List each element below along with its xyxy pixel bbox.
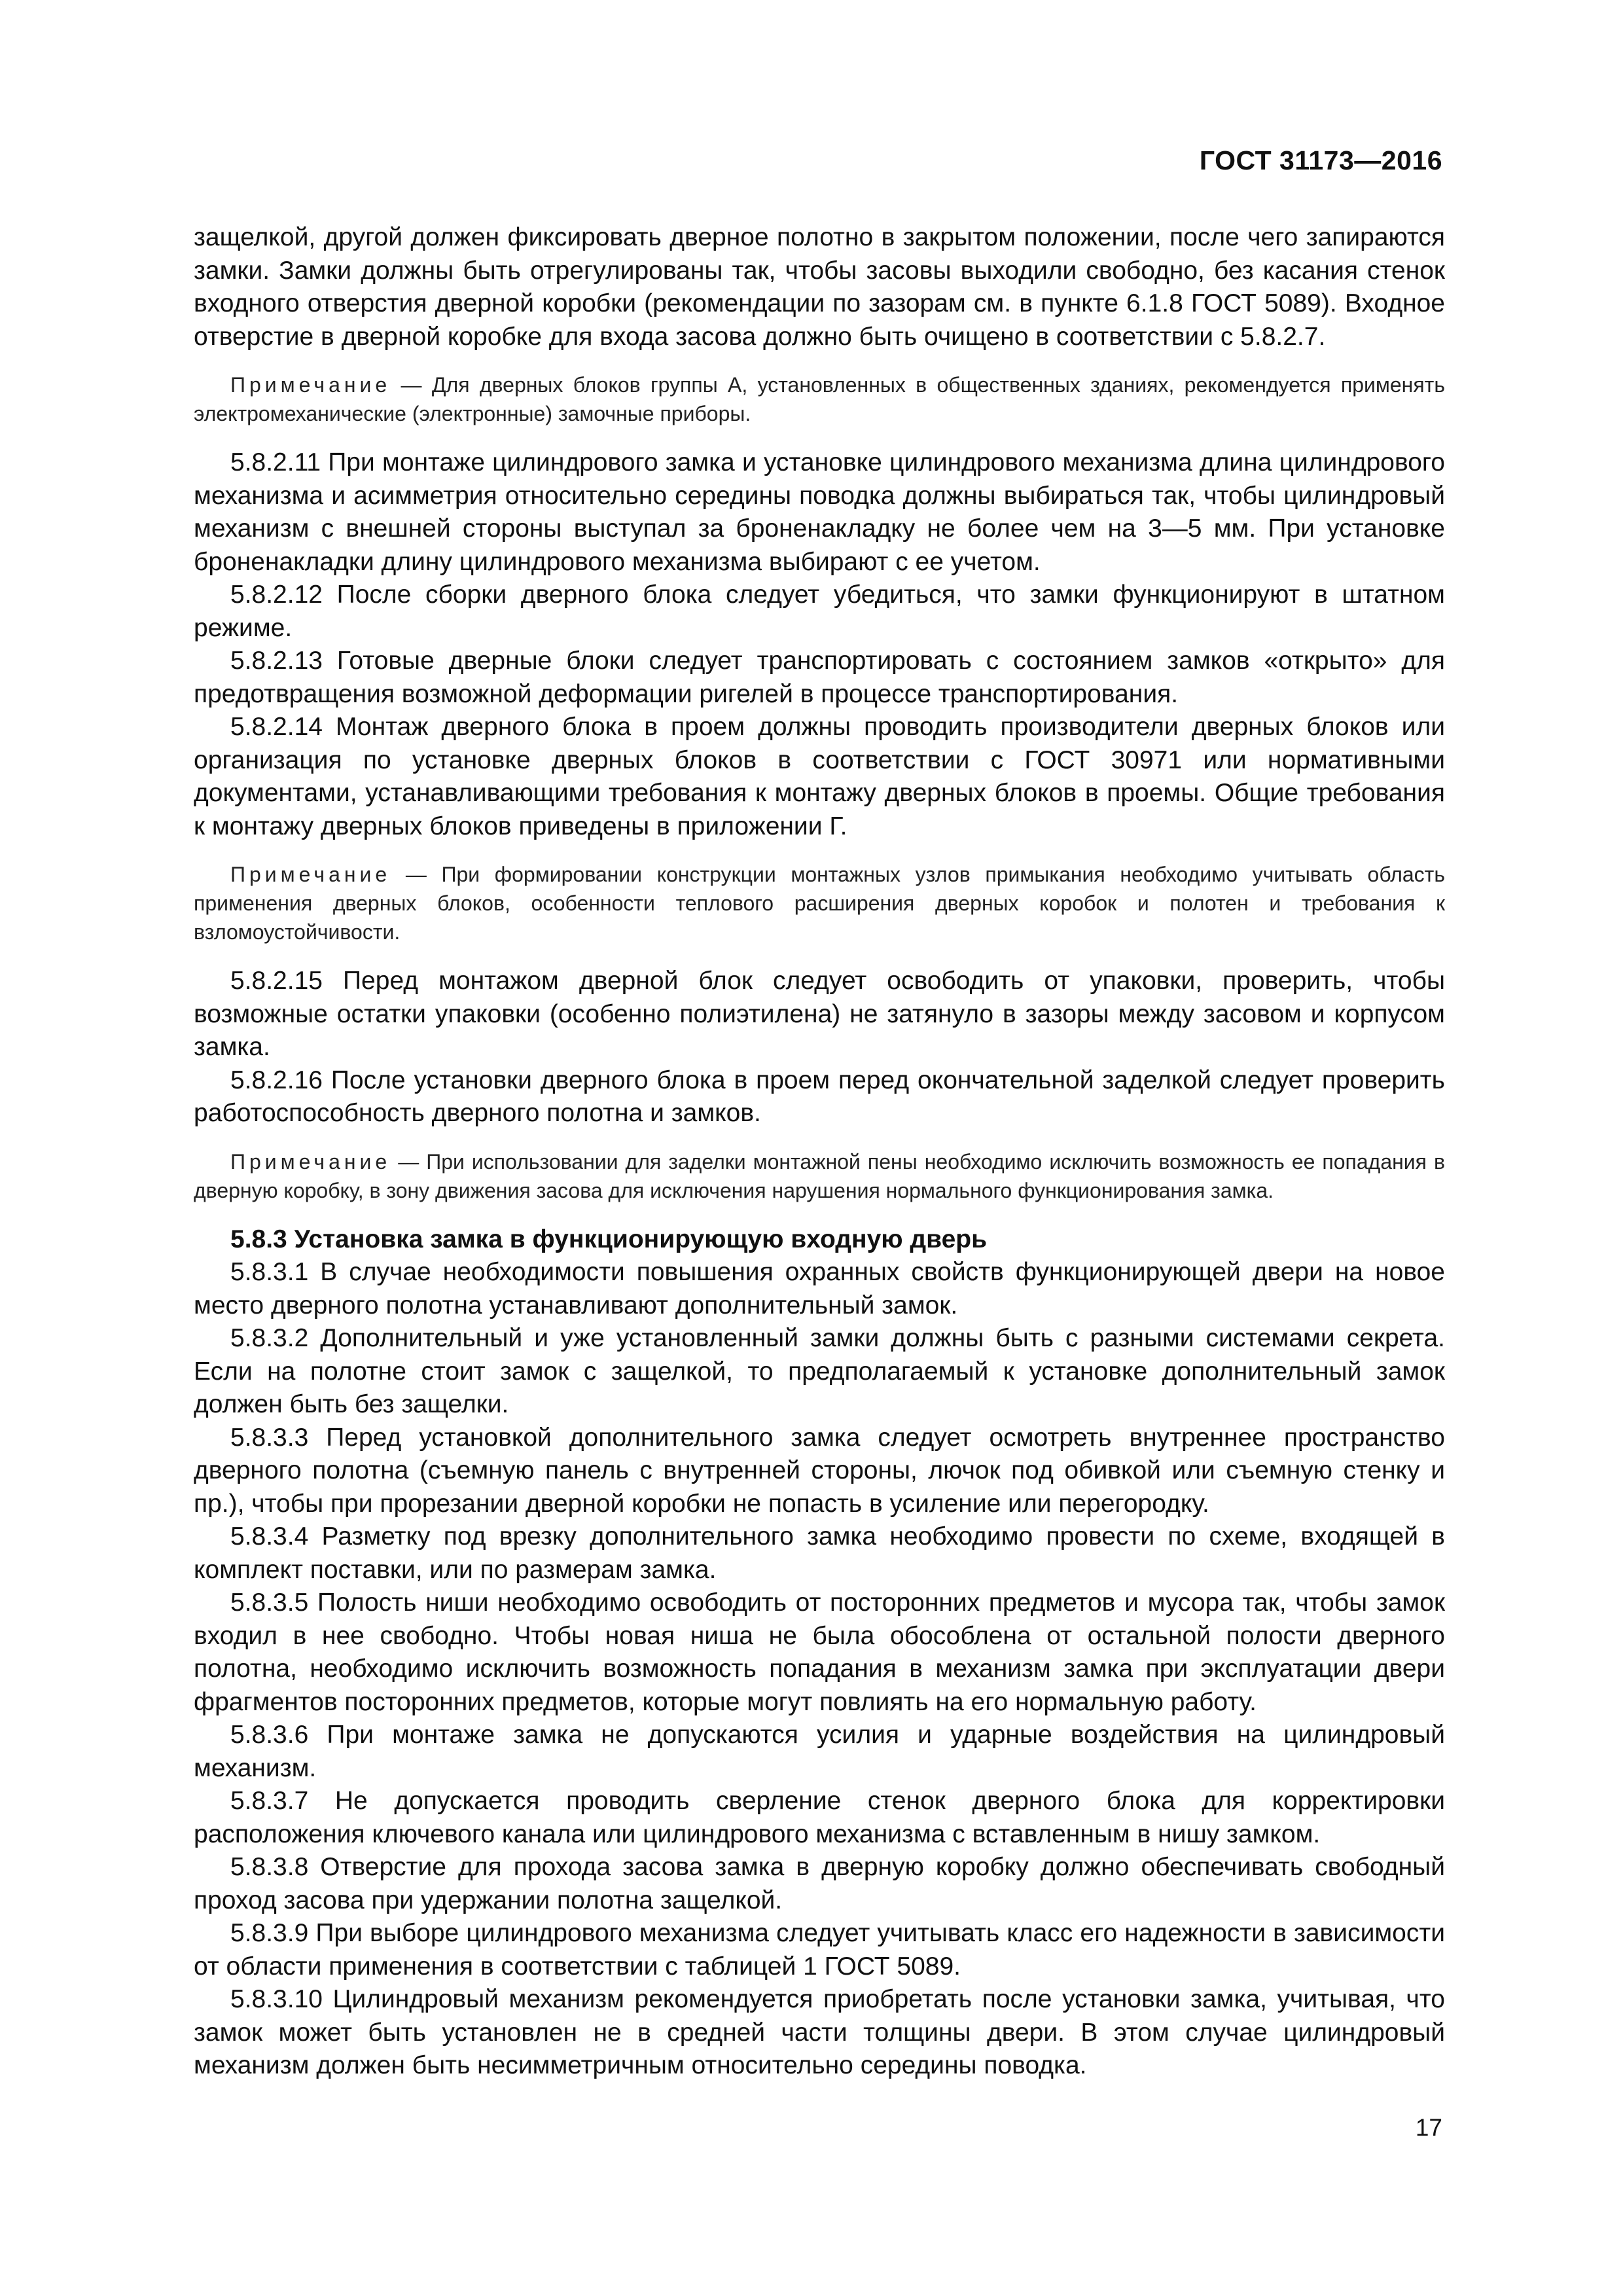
paragraph-5-8-3-3: 5.8.3.3 Перед установкой дополнительного замка следует осмотреть внутреннее пространство дверного полотна (съемную панель с внутренней стороны, лючок под обивкой или съемную стенку и пр.), чтобы при прорезании дверной коробки не попасть в усиление или перегородку.	[194, 1423, 1445, 1518]
note-label: Примечание	[230, 1149, 391, 1174]
paragraph-5-8-3-9: 5.8.3.9 При выборе цилиндрового механизма следует учитывать класс его надежности в зависимости от области применения в соответствии с таблицей 1 ГОСТ 5089.	[194, 1919, 1445, 1981]
paragraph-5-8-2-16: 5.8.2.16 После установки дверного блока в проем перед окончательной заделкой следует проверить работоспособность дверного полотна и замков.	[194, 1066, 1445, 1127]
paragraph-5-8-3-4: 5.8.3.4 Разметку под врезку дополнительного замка необходимо провести по схеме, входящей в комплект поставки, или по размерам замка.	[194, 1522, 1445, 1584]
paragraph-5-8-3-7: 5.8.3.7 Не допускается проводить сверление стенок дверного блока для корректировки расположения ключевого канала или цилиндрового механизма с вставленным в нишу замком.	[194, 1787, 1445, 1848]
note-electromechanical-locks	[194, 370, 1445, 428]
note-dash: —	[391, 863, 442, 886]
paragraph-5-8-3-6: 5.8.3.6 При монтаже замка не допускаются усилия и ударные воздействия на цилиндровый механизм.	[194, 1721, 1445, 1782]
note-mounting-foam	[194, 1147, 1445, 1205]
note-text: Для дверных блоков группы А, установленных в общественных зданиях, рекомендуется применять электромеханические (электронные) замочные приборы.	[194, 373, 1446, 425]
note-mounting-nodes	[194, 860, 1445, 946]
note-text: При использовании для заделки монтажной пены необходимо исключить возможность ее попадания в дверную коробку, в зону движения засова для исключения нарушения нормального функционирования замка.	[194, 1149, 1446, 1202]
paragraph-5-8-2-12: 5.8.2.12 После сборки дверного блока следует убедиться, что замки функционируют в штатном режиме.	[194, 581, 1445, 642]
paragraph-5-8-3-8: 5.8.3.8 Отверстие для прохода засова замка в дверную коробку должно обеспечивать свободный проход засова при удержании полотна защелкой.	[194, 1853, 1445, 1914]
paragraph-5-8-2-13: 5.8.2.13 Готовые дверные блоки следует транспортировать с состоянием замков «открыто» для предотвращения возможной деформации ригелей в процессе транспортирования.	[194, 647, 1445, 708]
note-label: Примечание	[230, 373, 391, 397]
note-dash: —	[391, 1149, 427, 1174]
paragraph-5-8-2-14: 5.8.2.14 Монтаж дверного блока в проем должны проводить производители дверных блоков или организация по установке дверных блоков в соответствии с ГОСТ 30971 или нормативными документами, устанавливающими требования к монтажу дверных блоков в проемы. Общие требования к монтажу дверных блоков приведены в приложении Г.	[194, 713, 1445, 840]
note-label: Примечание	[230, 863, 391, 886]
note-dash: —	[391, 373, 432, 397]
paragraph-5-8-3-2: 5.8.3.2 Дополнительный и уже установленный замки должны быть с разными системами секрета. Если на полотне стоит замок с защелкой, то предполагаемый к установке дополнительный замок должен быть без защелки.	[194, 1324, 1445, 1418]
document-number-header: ГОСТ 31173—2016	[1199, 145, 1442, 175]
paragraph-5-8-2-11: 5.8.2.11 При монтаже цилиндрового замка и установке цилиндрового механизма длина цилиндрового механизма и асимметрия относительно середины поводка должны выбираться так, чтобы цилиндровый механизм с внешней стороны выступал за броненакладку не более чем на 3—5 мм. При установке броненакладки длину цилиндрового механизма выбирают с ее учетом.	[194, 448, 1445, 576]
paragraph-5-8-2-15: 5.8.2.15 Перед монтажом дверной блок следует освободить от упаковки, проверить, чтобы возможные остатки упаковки (особенно полиэтилена) не затянуло в зазоры между засовом и корпусом замка.	[194, 967, 1445, 1061]
paragraph-5-8-3-10: 5.8.3.10 Цилиндровый механизм рекомендуется приобретать после установки замка, учитывая, что замок может быть установлен не в средней части толщины двери. В этом случае цилиндровый механизм должен быть несимметричным относительно середины поводка.	[194, 1985, 1445, 2079]
section-heading-5-8-3: 5.8.3 Установка замка в функционирующую входную дверь	[230, 1225, 988, 1253]
paragraph-5-8-3-1: 5.8.3.1 В случае необходимости повышения охранных свойств функционирующей двери на новое место дверного полотна устанавливают дополнительный замок.	[194, 1258, 1445, 1319]
page-number: 17	[1415, 2114, 1442, 2141]
note-text: При формировании конструкции монтажных узлов примыкания необходимо учитывать область применения дверных блоков, особенности теплового расширения дверных коробок и полотен и требования к взломоустойчивости.	[194, 863, 1446, 944]
paragraph-5-8-3-5: 5.8.3.5 Полость ниши необходимо освободить от посторонних предметов и мусора так, чтобы замок входил в нее свободно. Чтобы новая ниша не была обособлена от остальной полости дверного полотна, необходимо исключить возможность попадания в механизм замка при эксплуатации двери фрагментов посторонних предметов, которые могут повлиять на его нормальную работу.	[194, 1588, 1445, 1716]
document-body	[194, 221, 1445, 2083]
paragraph-continuation: защелкой, другой должен фиксировать дверное полотно в закрытом положении, после чего запираются замки. Замки должны быть отрегулированы так, чтобы засовы выходили свободно, без касания стенок входного отверстия дверной коробки (рекомендации по зазорам см. в пункте 6.1.8 ГОСТ 5089). Входное отверстие в дверной коробке для входа засова должно быть очищено в соответствии с 5.8.2.7.	[194, 223, 1445, 351]
